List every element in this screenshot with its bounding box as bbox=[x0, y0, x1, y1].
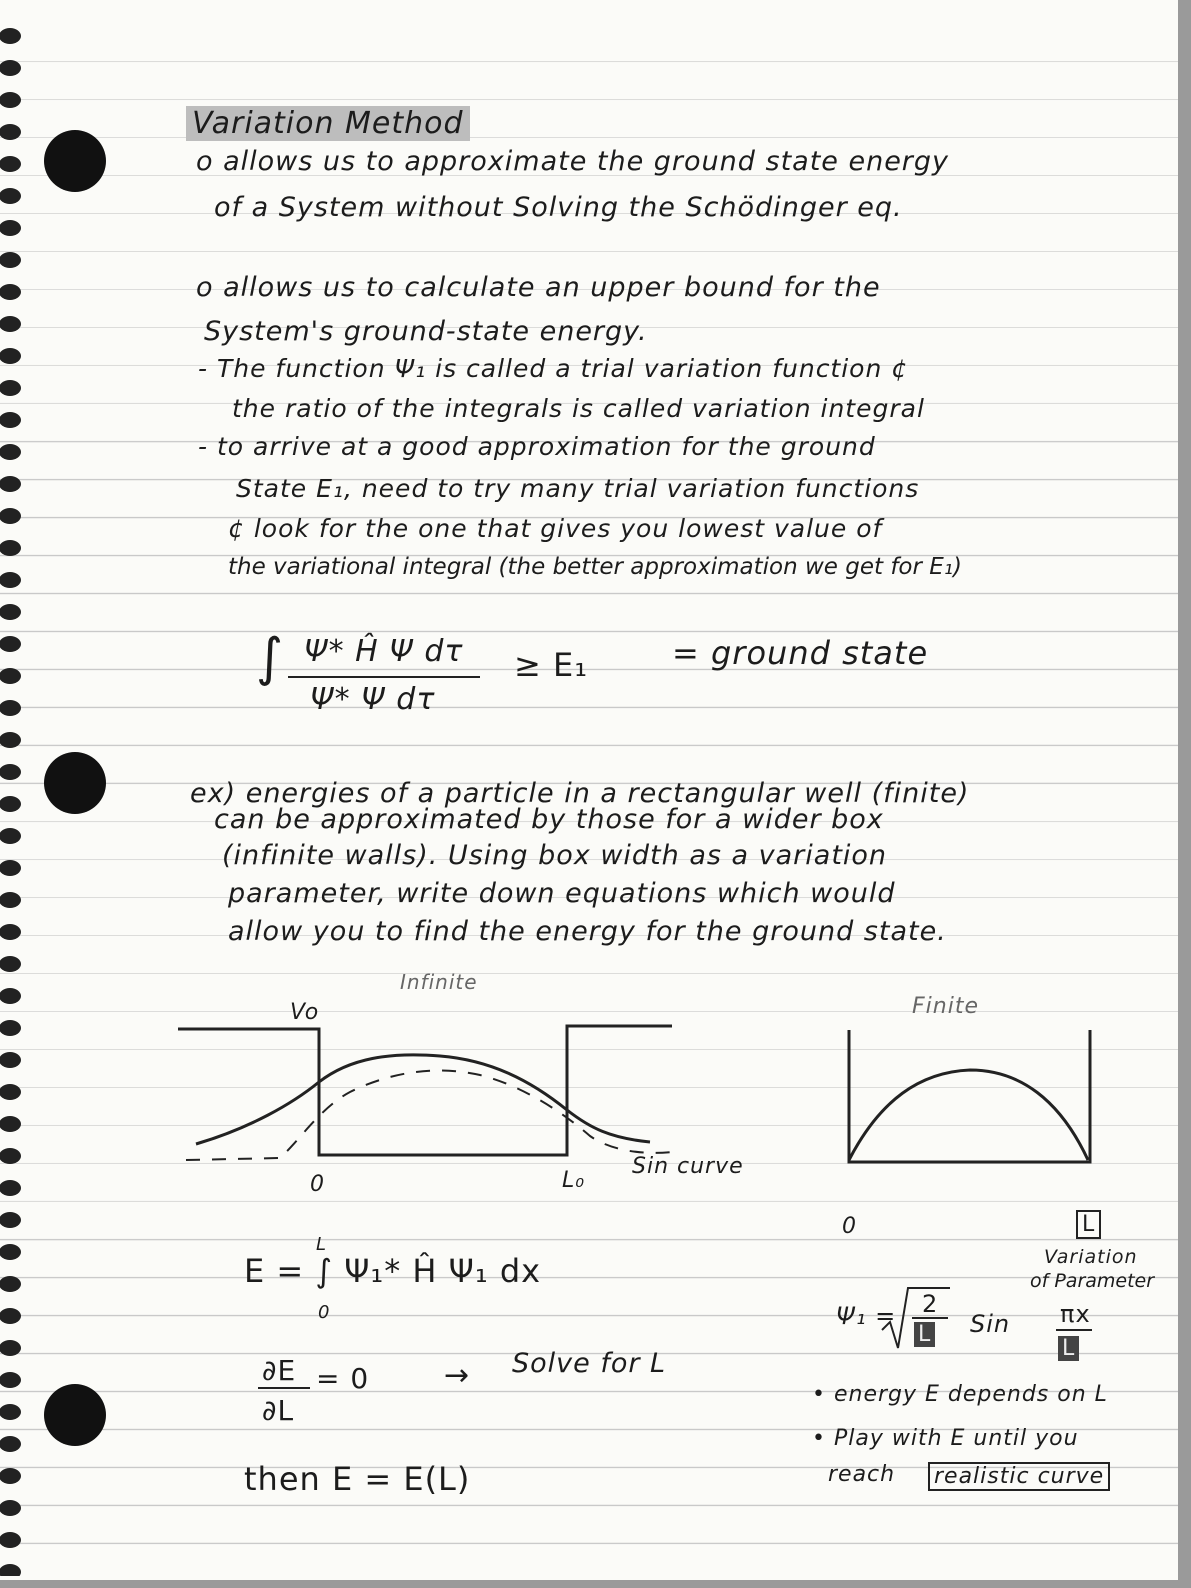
infinite-box-walls bbox=[849, 1030, 1090, 1162]
integral-sign: ∫ bbox=[256, 628, 285, 688]
right-zero-label: 0 bbox=[842, 1214, 857, 1239]
bullet-1-line-2: of a System without Solving the Schödinger eq. bbox=[214, 192, 903, 223]
left-sketch-label: Infinite bbox=[400, 970, 478, 994]
page-title: Variation Method bbox=[186, 106, 470, 141]
finite-well-wavefunction bbox=[196, 1055, 650, 1144]
energy-equation: E = ∫ Ψ₁* Ĥ Ψ₁ dx bbox=[244, 1252, 542, 1290]
energy-upper-limit: L bbox=[316, 1234, 328, 1255]
finite-well-walls bbox=[178, 1026, 672, 1155]
infinite-box-wavefunction bbox=[849, 1070, 1088, 1160]
bullet-1-line-1: o allows us to approximate the ground state energy bbox=[196, 146, 950, 177]
then-equation: then E = E(L) bbox=[244, 1460, 471, 1498]
sin-denominator: L bbox=[1058, 1336, 1079, 1361]
sin-curve-dashed bbox=[186, 1071, 672, 1160]
formula-denominator: Ψ* Ψ dτ bbox=[310, 682, 436, 717]
example-line-1: ex) energies of a particle in a rectangular well (finite) bbox=[190, 778, 970, 809]
arrow-icon: → bbox=[444, 1358, 471, 1393]
bullet-2-line-2: System's ground-state energy. bbox=[204, 316, 648, 347]
bullet-2-line-1: o allows us to calculate an upper bound for the bbox=[196, 272, 881, 303]
sin-label: Sin bbox=[970, 1310, 1011, 1338]
sqrt-numerator: 2 bbox=[922, 1290, 939, 1318]
note-2: • Play with E until you bbox=[812, 1426, 1079, 1451]
dash-1-line-1: - The function Ψ₁ is called a trial variation function ¢ bbox=[198, 354, 909, 383]
formula-numerator: Ψ* Ĥ Ψ dτ bbox=[304, 634, 464, 669]
example-line-2: can be approximated by those for a wider box bbox=[214, 804, 884, 835]
note-3-text: reach bbox=[828, 1462, 896, 1487]
example-line-5: allow you to find the energy for the ground state. bbox=[228, 916, 947, 947]
psi-label: Ψ₁ = bbox=[836, 1302, 897, 1330]
left-v0-label: Vo bbox=[290, 1000, 320, 1025]
deriv-equals: = 0 bbox=[316, 1362, 370, 1395]
sin-numerator: πx bbox=[1060, 1300, 1091, 1328]
dash-2-line-4: the variational integral (the better approximation we get for E₁) bbox=[228, 554, 962, 580]
formula-ground-state: = ground state bbox=[672, 634, 929, 672]
note-1: • energy E depends on L bbox=[812, 1382, 1108, 1407]
example-line-4: parameter, write down equations which would bbox=[228, 878, 896, 909]
left-zero-label: 0 bbox=[310, 1172, 325, 1197]
formula-relation: ≥ E₁ bbox=[514, 646, 589, 684]
variation-label-2: of Parameter bbox=[1030, 1270, 1155, 1292]
example-line-3: (infinite walls). Using box width as a variation bbox=[222, 840, 888, 871]
dash-2-line-3: ¢ look for the one that gives you lowest value of bbox=[228, 514, 883, 543]
left-l0-label: L₀ bbox=[562, 1168, 586, 1193]
dash-2-line-2: State E₁, need to try many trial variation functions bbox=[236, 474, 920, 503]
note-3-boxed: realistic curve bbox=[928, 1462, 1110, 1491]
solve-text: Solve for L bbox=[512, 1348, 667, 1379]
deriv-numerator: ∂E bbox=[262, 1354, 297, 1387]
deriv-denominator: ∂L bbox=[262, 1394, 295, 1427]
right-l-label: L bbox=[1076, 1210, 1101, 1239]
sin-curve-label: Sin curve bbox=[632, 1154, 744, 1179]
dash-2-line-1: - to arrive at a good approximation for the ground bbox=[198, 432, 876, 461]
variation-label-1: Variation bbox=[1044, 1246, 1138, 1268]
dash-1-line-2: the ratio of the integrals is called variation integral bbox=[232, 394, 925, 423]
energy-lower-limit: 0 bbox=[318, 1302, 331, 1323]
sqrt-denominator: L bbox=[914, 1322, 935, 1347]
right-sketch-label: Finite bbox=[912, 994, 979, 1019]
